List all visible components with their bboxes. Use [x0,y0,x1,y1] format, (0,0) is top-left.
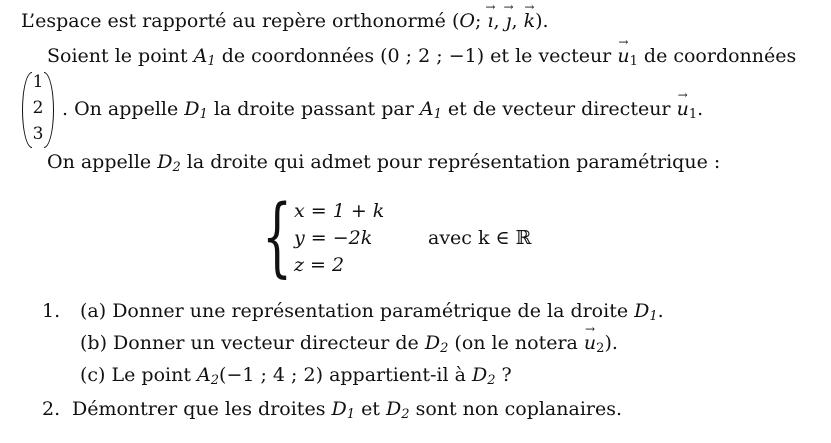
question-1c: (c) Le point $A_2(-1$ ; 4 ; 2) appartient-il à $D_2$ ? [80,364,512,388]
vector-u1: → u [617,47,629,66]
q1a-label: (a) [80,300,107,322]
point-A1: $A_1$ [193,45,216,69]
text-on-appelle-2: On appelle [47,151,152,173]
intro-line-3: . On appelle $D_1$ la droite passant par $A_1$ et de vecteur directeur → $u_1$. [62,100,703,119]
q2-D1: $D_1$ [331,398,356,422]
vector-u2: → u [584,334,596,353]
question-2-number: 2. [42,398,61,420]
system-brace: { [262,187,293,287]
u1-column-vector [22,72,52,148]
q1c-tail: appartient-il à [329,364,466,386]
q2-text: Démontrer que les droites [72,398,326,420]
u1-entry-3: 3 [32,124,44,144]
A1-coordinates: (0 ; 2 ; −1) [380,45,485,67]
parameter-condition: avec k ∈ ℝ [428,227,532,249]
intro-frame-text: L’espace est rapporté au repère orthonormé [21,10,446,32]
equation-z: z = 2 [294,254,345,276]
text-on-appelle: . On appelle [62,98,179,120]
q1b-D2: $D_2$ [424,332,449,356]
q1c-text: Le point [111,364,191,386]
q1c-label: (c) [80,364,106,386]
question-1-number: 1. [42,300,61,322]
q2-tail: sont non coplanaires. [415,398,623,420]
line-D1: $D_1$ [184,98,208,122]
question-1a: (a) Donner une représentation paramétrique de la droite $D_1$. [80,300,664,324]
intro-line-1 [21,12,549,31]
A2-coords: (−1 ; 4 ; 2) [219,364,324,386]
question-1b: (b) Donner un vecteur directeur de $D_2$ (on le notera → $u_2$). [80,334,618,353]
q1a-text: Donner une représentation paramétrique de la droite [112,300,629,322]
line-D2: $D_2$ [157,151,181,175]
q2-and: et [361,398,380,420]
text-vecteur-directeur: et de vecteur directeur [447,98,671,120]
u1-entry-2: 2 [32,98,44,118]
question-2 [72,398,623,422]
text-soient: Soient le point [47,45,188,67]
text-droite-passant: la droite passant par [213,98,414,120]
frame-notation: (O; → ı, → ȷ, → k). [452,10,549,32]
q2-D2: $D_2$ [386,398,410,422]
text-vecteur: et le vecteur [490,45,612,67]
text-coords-2: de coordonnées [643,45,797,67]
point-A1-ref: $A_1$ [419,98,442,122]
q1b-tail: (on le notera [454,332,578,354]
intro-line-2: Soient le point $A_1$ de coordonnées (0 ; 2 ; −1) et le vecteur → $u_1$ de coordonnées [47,47,796,66]
point-A2: $A_2$ [197,364,220,388]
vector-u1-ref: → u [677,100,689,119]
q1c-D2: $D_2$ [471,364,496,388]
right-paren [44,72,54,148]
equation-x: x = 1 + k [294,200,385,222]
intro-line-4 [47,151,721,175]
text-coords: de coordonnées [221,45,375,67]
text-representation: la droite qui admet pour représentation paramétrique : [186,151,721,173]
u1-entry-1: 1 [32,72,44,92]
q1a-D1: $D_1$ [634,300,658,324]
q1b-text: Donner un vecteur directeur de [113,332,419,354]
q1b-label: (b) [80,332,107,354]
equation-y: y = −2k [294,227,373,249]
